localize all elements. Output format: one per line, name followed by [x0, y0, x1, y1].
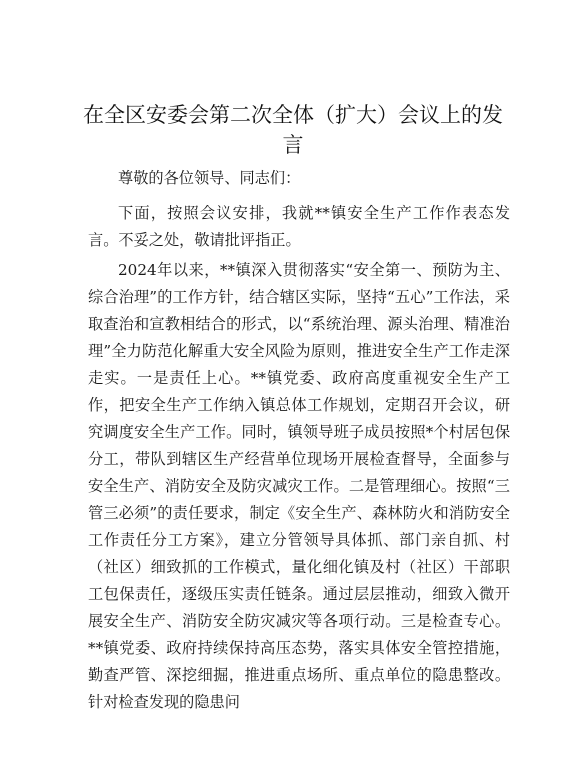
document-title: 在全区安委会第二次全体（扩大）会议上的发言	[83, 103, 503, 157]
greeting-paragraph: 尊敬的各位领导、同志们：	[118, 169, 301, 187]
intro-paragraph: 下面，按照会议安排，我就**镇安全生产工作作表态发言。不妥之处，敬请批评指正。	[88, 204, 510, 249]
main-paragraph: 2024年以来，**镇深入贯彻落实“安全第一、预防为主、综合治理”的工作方针，结合辖区实际，坚持“五心”工作法，采取查治和宣教相结合的形式，以“系统治理、源头治理、精准治理”全力防范化解重大安全风险为原则，推进安全生产工作走深走实。一是责任上心。**镇党委、政府高度重视安全生产工作，把安全生产工作纳入镇总体工作规划，定期召开会议，研究调度安全生产工作。同时，镇领导班子成员按照*个村居包保分工，带队到辖区生产经营单位现场开展检查督导，全面参与安全生产、消防安全及防灾减灾工作。二是管理细心。按照“三管三必须”的责任要求，制定《安全生产、森林防火和消防安全工作责任分工方案》，建立分管领导具体抓、部门亲自抓、村（社区）细致抓的工作模式，量化细化镇及村（社区）干部职工包保责任，逐级压实责任链条。通过层层推动，细致入微开展安全生产、消防安全防灾减灾等各项行动。三是检查专心。**镇党委、政府持续保持高压态势，落实具体安全管控措施，勤查严管、深挖细掘，推进重点场所、重点单位的隐患整改。针对检查发现的隐患问	[88, 261, 510, 711]
